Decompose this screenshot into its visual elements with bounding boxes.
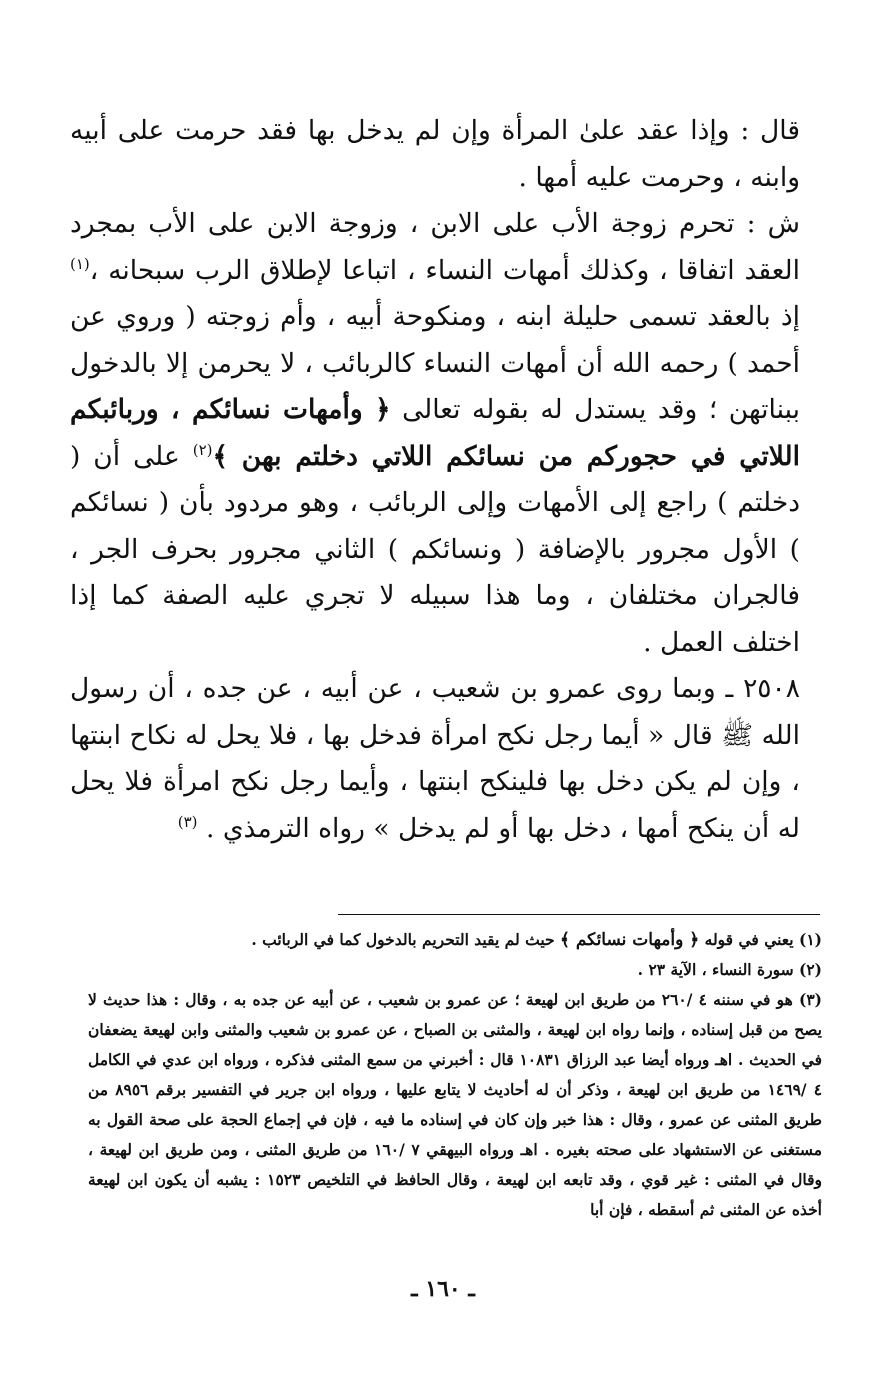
paragraph-commentary xyxy=(70,201,800,666)
footnote-1-quran: ﴿ وأمهات نسائكم ﴾ xyxy=(559,930,700,950)
quran-verse: ﴿ وأمهات نسائكم ، وربائبكم اللاتي في حجوركم من نسائكم اللاتي دخلتم بهن ﴾ xyxy=(70,394,800,472)
footnote-1-text-a: (١) يعني في قوله xyxy=(699,930,822,949)
footnote-ref-1: (١) xyxy=(70,254,90,273)
main-text xyxy=(70,108,800,852)
paragraph-hadith xyxy=(70,666,800,852)
commentary-text-b: إذ بالعقد تسمى حليلة ابنه ، ومنكوحة أبيه ، وأم زوجته ( وروي عن أحمد ) رحمه الله أن أمهات النساء كالربائب ، لا يحرمن إلا بالدخول ببناتهن ؛ وقد يستدل له بقوله تعالى xyxy=(70,301,800,425)
footnote-1 xyxy=(88,925,822,955)
footnote-ref-3: (٣) xyxy=(177,812,198,831)
page-number: ـ ١٦٠ ـ xyxy=(411,1276,475,1302)
ruling-text: قال : وإذا عقد علىٰ المرأة وإن لم يدخل بها فقد حرمت على أبيه وابنه ، وحرمت عليه أمها . xyxy=(70,115,800,193)
footnote-3: (٣) هو في سننه ٤ /٢٦٠ من طريق ابن لهيعة ؛ عن عمرو بن شعيب ، عن أبيه عن جده به ، وقال : هذا حديث لا يصح من قبل إسناده ، وإنما رواه ابن لهيعة ، والمثنى بن الصباح ، عن عمرو بن شعيب والمثنى وابن لهيعة يضعفان في الحديث . اهـ ورواه أيضا عبد الرزاق ١٠٨٣١ قال : أخبرني من سمع المثنى فذكره ، ورواه ابن عدي في الكامل ٤ /١٤٦٩ من طريق ابن لهيعة ، وذكر أن له أحاديث لا يتابع عليها ، ورواه ابن جرير في التفسير برقم ٨٩٥٦ من طريق المثنى عن عمرو ، وقال : هذا خبر وإن كان في إسناده ما فيه ، فإن في إجماع الحجة على صحة القول به مستغنى عن الاستشهاد على صحته بغيره . اهـ ورواه البيهقي ٧ /١٦٠ من طريق المثنى ، ومن طريق ابن لهيعة ، وقال في المثنى : غير قوي ، وقد تابعه ابن لهيعة ، وقال الحافظ في التلخيص ١٥٢٣ : يشبه أن يكون ابن لهيعة أخذه عن المثنى ثم أسقطه ، فإن أبا xyxy=(88,990,823,1219)
footnote-divider xyxy=(338,914,820,915)
paragraph-ruling xyxy=(70,108,800,201)
hadith-text: وبما روى عمرو بن شعيب ، عن أبيه ، عن جده ، أن رسول الله ﷺ قال « أيما رجل نكح امرأة فدخل بها ، فلا يحل له نكاح ابنتها ، وإن لم يكن دخل بها فلينكح ابنتها ، وأيما رجل نكح امرأة فلا يحل له أن ينكح أمها ، دخل بها أو لم يدخل » رواه الترمذي . xyxy=(70,673,800,844)
footnote-ref-2: (٢) xyxy=(192,440,213,459)
footnote-2: (٢) سورة النساء ، الآية ٢٣ . xyxy=(637,960,822,979)
commentary-text-c: على أن ( دخلتم ) راجع إلى الأمهات وإلى الربائب ، وهو مردود بأن ( نسائكم ) الأول مجرور بالإضافة ( ونسائكم ) الثاني مجرور بحرف الجر ، فالجران مختلفان ، وما هذا سبيله لا تجري عليه الصفة كما إذا اختلف العمل . xyxy=(70,440,800,658)
commentary-text-a: ش : تحرم زوجة الأب على الابن ، وزوجة الابن على الأب بمجرد العقد اتفاقا ، وكذلك أمهات النساء ، اتباعا لإطلاق الرب سبحانه ، xyxy=(70,208,800,286)
hadith-number: ٢٥٠٨ ـ xyxy=(725,673,801,704)
footnote-1-text-b: حيث لم يقيد التحريم بالدخول كما في الربائب . xyxy=(251,930,560,949)
footnotes xyxy=(88,925,822,1225)
